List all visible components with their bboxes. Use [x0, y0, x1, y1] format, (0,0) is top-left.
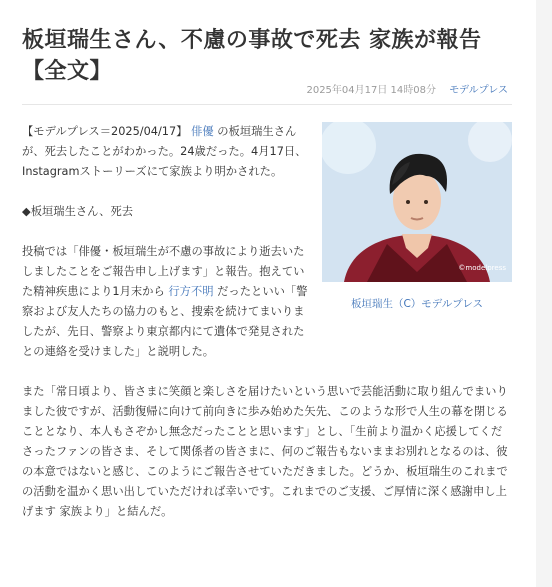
paragraph-3-part-1: 投稿では「俳優・板垣瑞生が不慮の事故により逝去いたしましたことをご報告申し上げます」と報告。抱えていた精神疾患により1月末から — [22, 245, 305, 298]
photo-block — [322, 122, 512, 314]
actor-link[interactable]: 俳優 — [191, 125, 214, 138]
paragraph-1-part-2: の板垣瑞生さんが、死去したことがわかった。24歳だった。4月17日、Instagramストーリーズにて家族より明かされた。 — [22, 125, 307, 178]
photo-caption: 板垣瑞生（C）モデルプレス — [350, 298, 484, 310]
photo-watermark: ©modelpress — [458, 264, 506, 272]
right-gutter — [536, 0, 552, 587]
missing-link[interactable]: 行方不明 — [168, 285, 214, 298]
article-headline: 板垣瑞生さん、不慮の事故で死去 家族が報告【全文】 — [22, 27, 482, 84]
source-link[interactable]: モデルプレス — [449, 85, 508, 96]
paragraph-1-part-1: 【モデルプレス＝2025/04/17】 — [22, 125, 192, 138]
article-body — [22, 122, 512, 522]
article-photo[interactable] — [322, 122, 512, 282]
publish-date: 2025年04月17日 14時08分 — [306, 85, 436, 96]
paragraph-2: ◆板垣瑞生さん、死去 — [22, 205, 134, 218]
header-divider — [22, 104, 512, 105]
paragraph-3-part-2: だったといい「警察および友人たちの協力のもと、捜索を続けてまいりましたが、先日、警察より東京都内にて遺体で発見されたとの連絡を受けました」と説明した。 — [22, 285, 308, 358]
paragraph-4: また「常日頃より、皆さまに笑顔と楽しさを届けたいという思いで芸能活動に取り組んでまいりました彼ですが、活動復帰に向けて前向きに歩み始めた矢先、このような形で人生の幕を閉じることとなり、本人もさぞかし無念だったことと思います」とし、「生前より温かく応援してくださったファンの皆さま、そして関係者の皆さまに、何のご報告もないままお別れとなるのは、彼の本意ではないと感じ、このようにご報告させていただきました。どうか、板垣瑞生のこれまでの活動を温かく思い出していただければ幸いです。これまでのご支援、ご厚情に深く感謝申し上げます 家族より」と結んだ。 — [22, 385, 508, 518]
article-meta — [306, 81, 508, 96]
